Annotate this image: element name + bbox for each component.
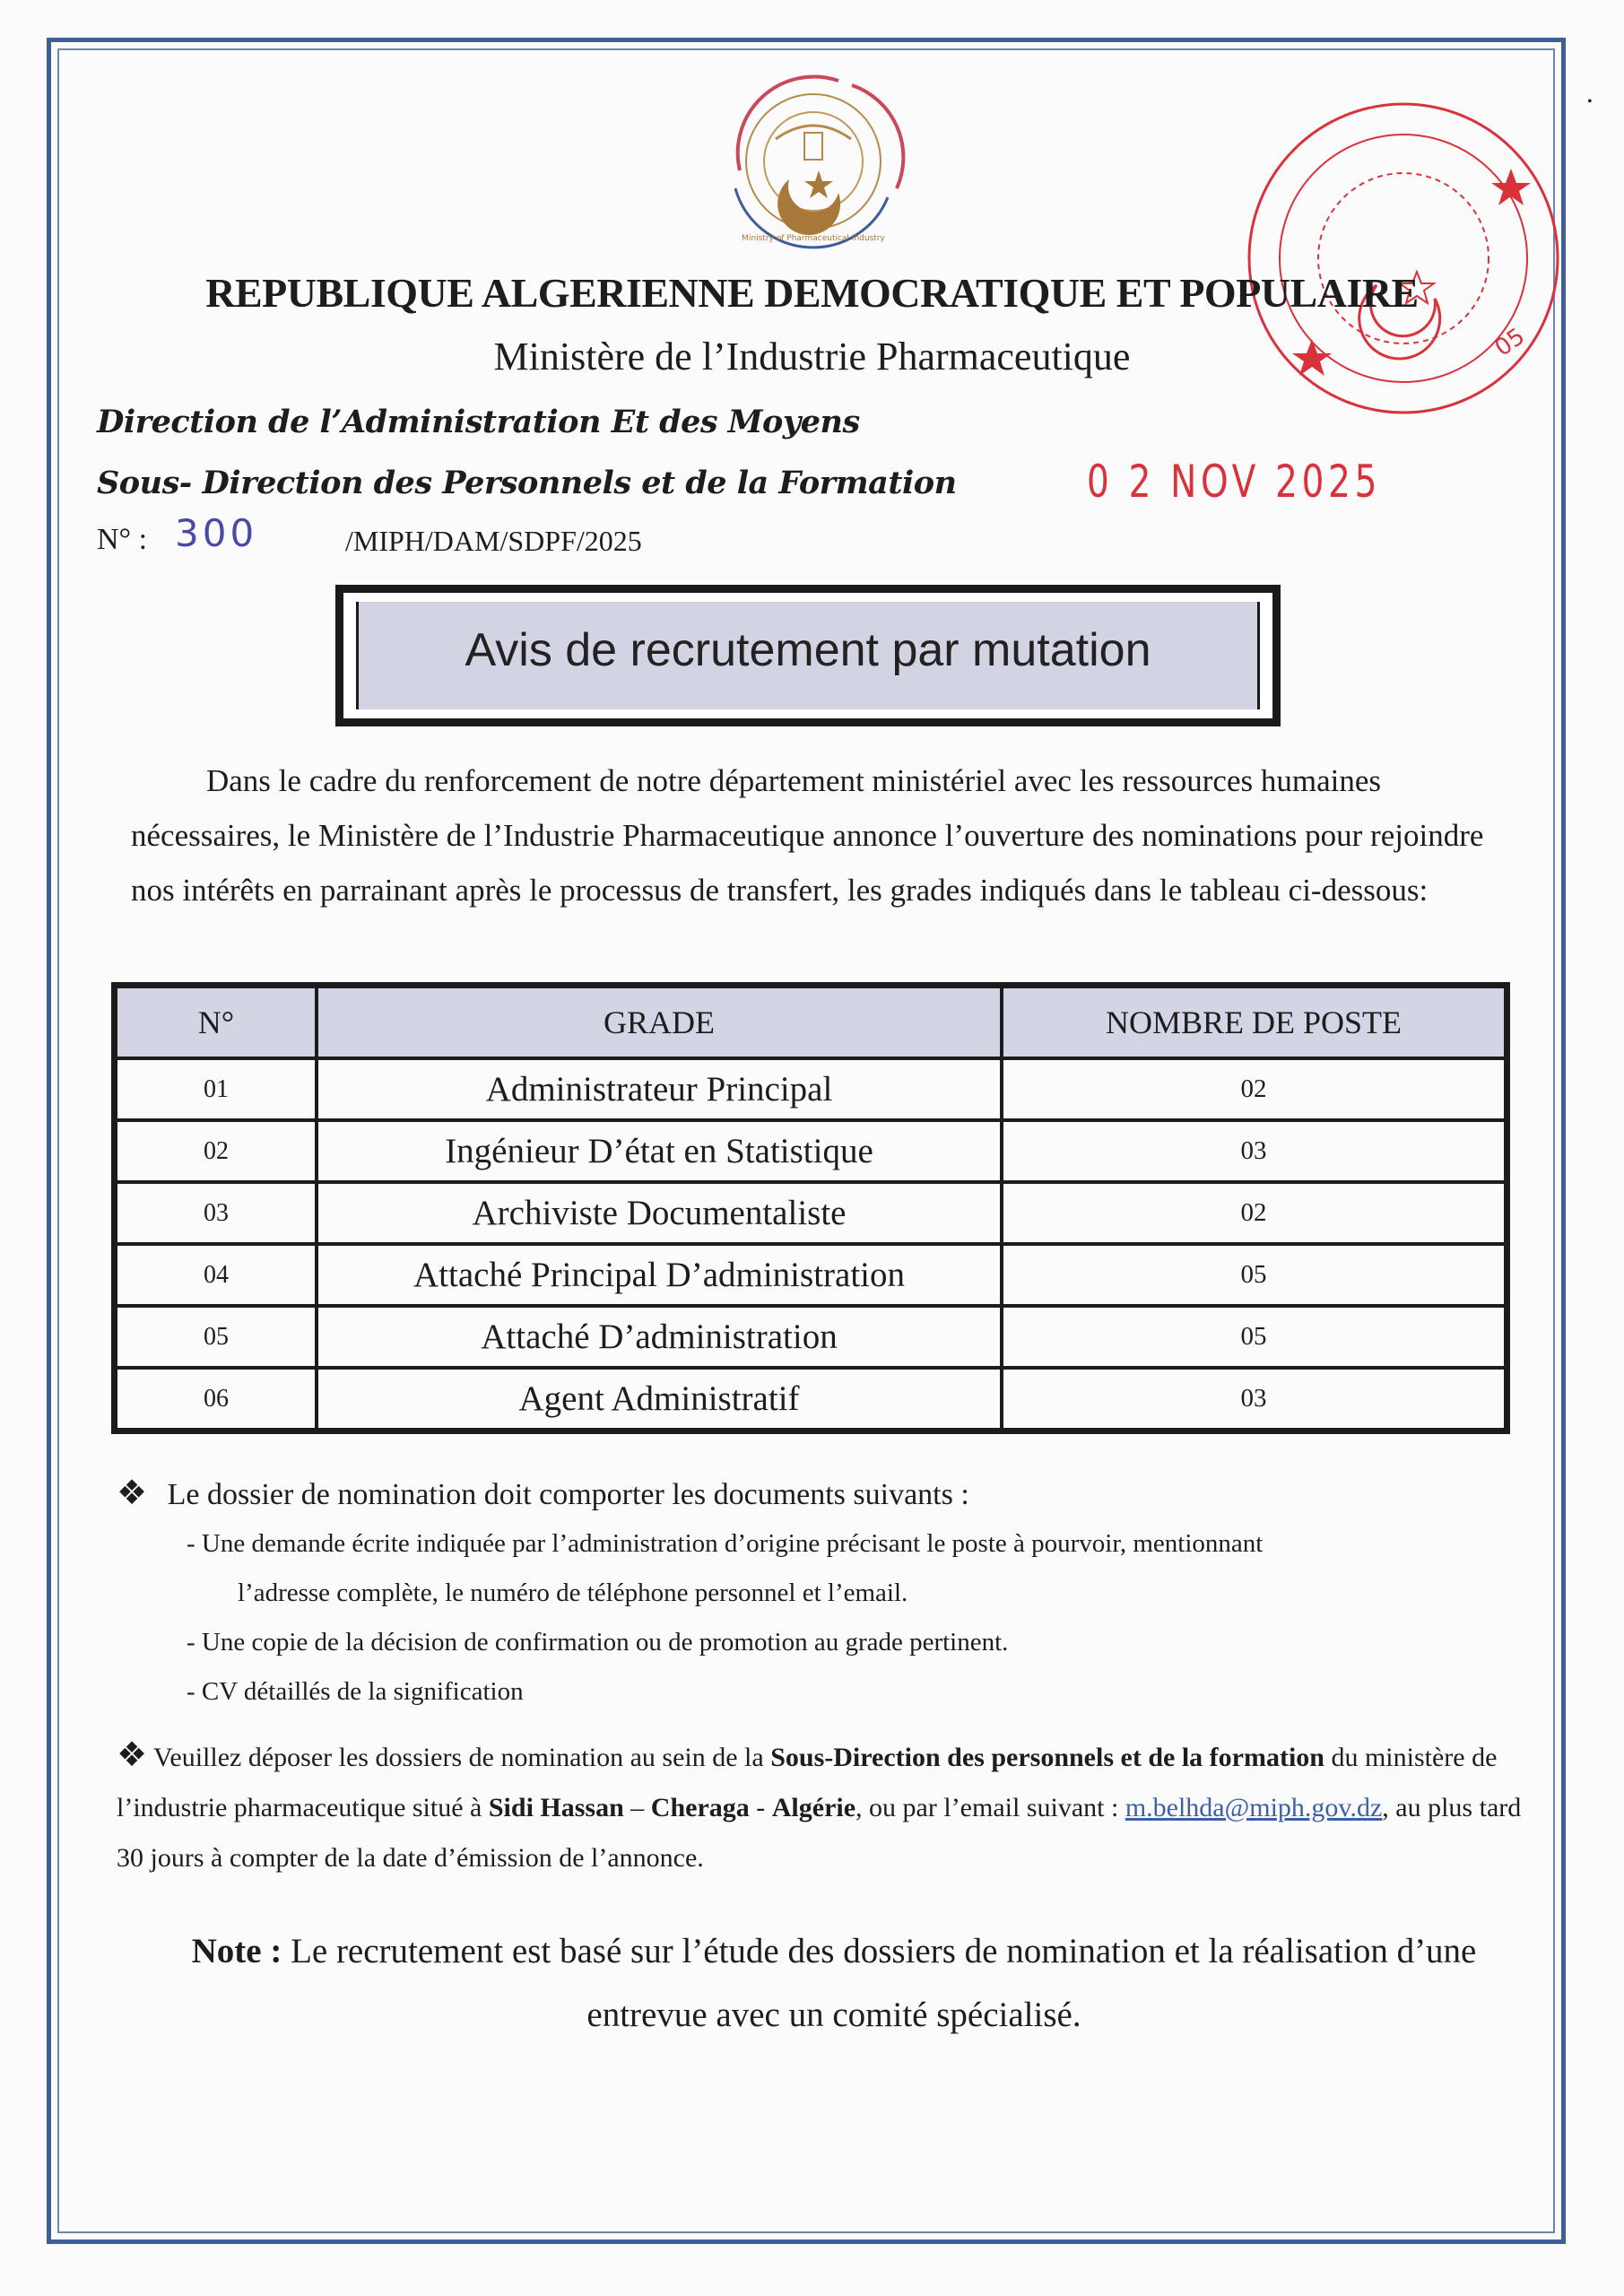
deposit-text-1: Veuillez déposer les dossiers de nomination au sein de la bbox=[153, 1743, 764, 1772]
ministry-title: Ministère de l’Industrie Pharmaceutique bbox=[493, 335, 1131, 378]
deposit-text-3: , ou par l’email suivant : bbox=[855, 1793, 1119, 1822]
document-item: l’adresse complète, le numéro de téléphone personnel et l’email. bbox=[238, 1578, 908, 1607]
table-row bbox=[115, 1244, 1507, 1306]
deposit-place-3: Algérie bbox=[771, 1793, 856, 1822]
republic-title: REPUBLIQUE ALGERIENNE DEMOCRATIQUE ET POPULAIRE bbox=[205, 270, 1419, 316]
row-number: 01 bbox=[115, 1058, 317, 1120]
deposit-sep-2: - bbox=[756, 1793, 766, 1822]
note-label: Note : bbox=[191, 1932, 282, 1970]
row-grade: Archiviste Documentaliste bbox=[317, 1182, 1002, 1244]
notice-title-box bbox=[335, 585, 1281, 726]
deposit-place-1: Sidi Hassan bbox=[488, 1793, 624, 1822]
column-header-number: N° bbox=[115, 986, 317, 1059]
column-header-posts: NOMBRE DE POSTE bbox=[1002, 986, 1507, 1059]
document-item: - Une demande écrite indiquée par l’administration d’origine précisant le poste à pourvoir, mentionnant bbox=[187, 1529, 1264, 1558]
deposit-place-2: Cheraga bbox=[650, 1793, 750, 1822]
row-grade: Attaché D’administration bbox=[317, 1306, 1002, 1368]
row-grade: Agent Administratif bbox=[317, 1368, 1002, 1431]
row-grade: Ingénieur D’état en Statistique bbox=[317, 1120, 1002, 1182]
deposit-text-4: , au plus tard 30 jours à compter de la date d’émission de l’annonce. bbox=[117, 1793, 1522, 1873]
deposit-text-2: du ministère de l’industrie pharmaceutique situé à bbox=[117, 1743, 1498, 1822]
diamond-bullet-icon: ❖ bbox=[117, 1473, 148, 1512]
deposit-paragraph bbox=[117, 1729, 1524, 1883]
documents-heading: Le dossier de nomination doit comporter les documents suivants : bbox=[167, 1478, 969, 1511]
row-number: 02 bbox=[115, 1120, 317, 1182]
row-posts: 02 bbox=[1002, 1058, 1507, 1120]
ministry-emblem-icon bbox=[704, 63, 924, 256]
table-row bbox=[115, 1368, 1507, 1431]
document-item: - Une copie de la décision de confirmation ou de promotion au grade pertinent. bbox=[187, 1628, 1009, 1657]
row-grade: Attaché Principal D’administration bbox=[317, 1244, 1002, 1306]
deposit-subdirection: Sous-Direction des personnels et de la formation bbox=[770, 1743, 1324, 1772]
row-number: 04 bbox=[115, 1244, 317, 1306]
note-text: Le recrutement est basé sur l’étude des dossiers de nomination et la réalisation d’une entrevue avec un comité spécialisé. bbox=[291, 1932, 1477, 2034]
row-posts: 05 bbox=[1002, 1244, 1507, 1306]
sub-direction-title: Sous- Direction des Personnels et de la Formation bbox=[97, 465, 957, 501]
diamond-bullet-icon: ❖ bbox=[117, 1735, 148, 1774]
table-row bbox=[115, 1120, 1507, 1182]
row-posts: 05 bbox=[1002, 1306, 1507, 1368]
table-row bbox=[115, 1058, 1507, 1120]
stamp-date: 0 2 NOV 2025 bbox=[1087, 456, 1382, 508]
document-item: - CV détaillés de la signification bbox=[187, 1677, 524, 1706]
direction-title: Direction de l’Administration Et des Moyens bbox=[97, 404, 860, 440]
grades-table bbox=[111, 982, 1510, 1434]
table-row bbox=[115, 1306, 1507, 1368]
reference-label: N° : bbox=[97, 523, 148, 556]
reference-code: /MIPH/DAM/SDPF/2025 bbox=[345, 525, 642, 557]
intro-paragraph: Dans le cadre du renforcement de notre département ministériel avec les ressources humaines nécessaires, le Ministère de l’Industrie Pharmaceutique annonce l’ouverture des nominations pour rejoindre nos intérêts en parrainant après le processus de transfert, les grades indiqués dans le tableau ci-dessous: bbox=[131, 763, 1484, 908]
reference-number: 300 bbox=[175, 511, 258, 555]
notice-title-inner bbox=[356, 602, 1260, 709]
corner-mark: • bbox=[1587, 94, 1593, 109]
table-row bbox=[115, 1182, 1507, 1244]
table-header-row bbox=[115, 986, 1507, 1059]
row-number: 06 bbox=[115, 1368, 317, 1431]
stamp-code: 05 bbox=[1489, 323, 1531, 362]
row-number: 03 bbox=[115, 1182, 317, 1244]
column-header-grade: GRADE bbox=[317, 986, 1002, 1059]
emblem-caption: Ministry of Pharmaceutical Industry bbox=[742, 234, 885, 243]
row-posts: 03 bbox=[1002, 1120, 1507, 1182]
row-posts: 03 bbox=[1002, 1368, 1507, 1431]
deposit-email-link[interactable]: m.belhda@miph.gov.dz bbox=[1125, 1793, 1383, 1822]
note-paragraph bbox=[170, 1919, 1498, 2047]
row-grade: Administrateur Principal bbox=[317, 1058, 1002, 1120]
deposit-sep-1: – bbox=[630, 1793, 645, 1822]
row-posts: 02 bbox=[1002, 1182, 1507, 1244]
documents-heading-line bbox=[117, 1473, 969, 1512]
notice-title: Avis de recrutement par mutation bbox=[465, 624, 1151, 676]
row-number: 05 bbox=[115, 1306, 317, 1368]
